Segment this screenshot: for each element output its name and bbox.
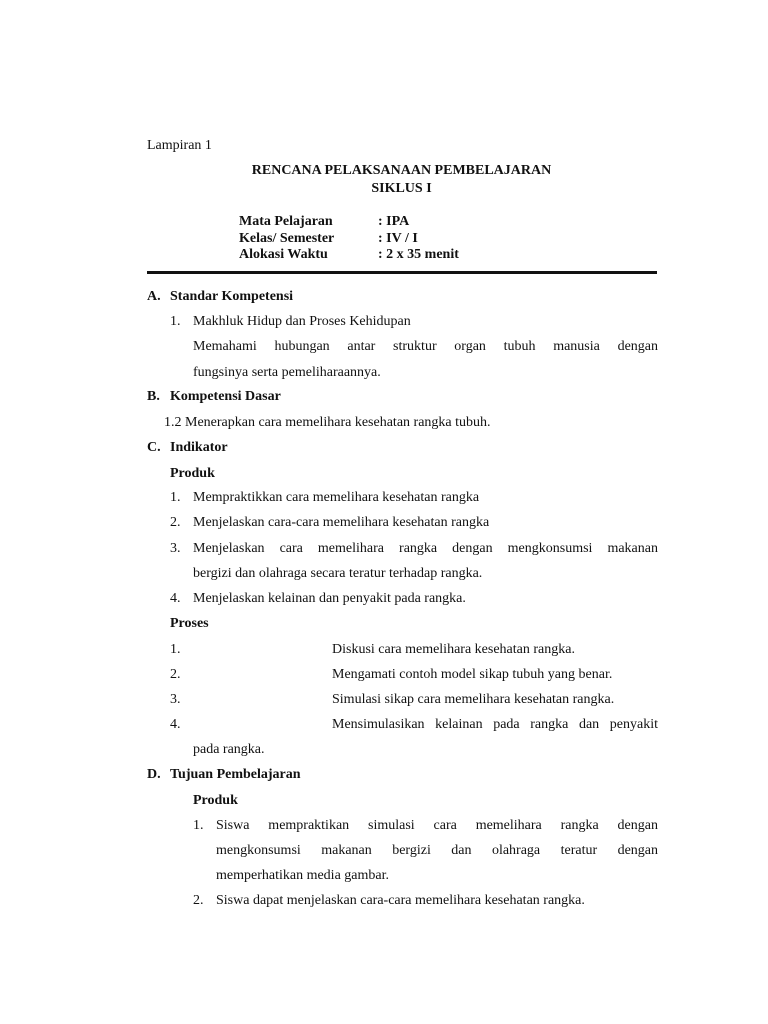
subheading-produk: Produk: [193, 793, 238, 808]
info-value: : 2 x 35 menit: [378, 247, 459, 262]
list-number: 1.: [170, 490, 181, 505]
list-item: Siswa mempraktikan simulasi cara memelihara rangka dengan: [216, 818, 658, 833]
list-number: 3.: [170, 692, 181, 707]
document-subtitle: SIKLUS I: [371, 181, 432, 196]
document-title: RENCANA PELAKSANAAN PEMBELAJARAN: [251, 163, 552, 178]
paragraph-line: Memahami hubungan antar struktur organ tubuh manusia dengan: [193, 339, 658, 354]
list-number: 3.: [170, 541, 181, 556]
list-number: 1.: [170, 642, 181, 657]
info-label: Alokasi Waktu: [239, 247, 328, 262]
section-letter: C.: [147, 440, 161, 455]
section-title: Kompetensi Dasar: [170, 389, 281, 404]
subheading-proses: Proses: [170, 616, 209, 631]
list-item-continuation: mengkonsumsi makanan bergizi dan olahraga teratur dengan: [216, 843, 658, 858]
list-item-continuation: pada rangka.: [193, 742, 265, 757]
list-number: 1.: [193, 818, 204, 833]
list-item: Mengamati contoh model sikap tubuh yang benar.: [332, 667, 613, 682]
list-number: 2.: [170, 515, 181, 530]
info-label: Mata Pelajaran: [239, 214, 333, 229]
list-item: 1.2 Menerapkan cara memelihara kesehatan rangka tubuh.: [164, 415, 491, 430]
section-title: Standar Kompetensi: [170, 289, 294, 304]
list-number: 1.: [170, 314, 181, 329]
list-item: Mempraktikkan cara memelihara kesehatan rangka: [193, 490, 480, 505]
info-value: : IPA: [378, 214, 410, 229]
list-item: Menjelaskan cara-cara memelihara kesehatan rangka: [193, 515, 490, 530]
list-item: Mensimulasikan kelainan pada rangka dan penyakit: [332, 717, 658, 732]
info-label: Kelas/ Semester: [239, 231, 335, 246]
list-item: Diskusi cara memelihara kesehatan rangka.: [332, 642, 575, 657]
section-letter: B.: [147, 389, 160, 404]
header-divider: [147, 271, 657, 274]
paragraph-line: fungsinya serta pemeliharaannya.: [193, 365, 381, 380]
list-item: Menjelaskan kelainan dan penyakit pada rangka.: [193, 591, 466, 606]
list-number: 4.: [170, 717, 181, 732]
list-item: Menjelaskan cara memelihara rangka dengan mengkonsumsi makanan: [193, 541, 658, 556]
list-item-continuation: memperhatikan media gambar.: [216, 868, 389, 883]
list-item: Makhluk Hidup dan Proses Kehidupan: [193, 314, 411, 329]
section-letter: A.: [147, 289, 161, 304]
section-letter: D.: [147, 767, 161, 782]
section-title: Indikator: [170, 440, 228, 455]
list-number: 2.: [170, 667, 181, 682]
list-item: Siswa dapat menjelaskan cara-cara memelihara kesehatan rangka.: [216, 893, 585, 908]
list-number: 2.: [193, 893, 204, 908]
list-item-continuation: bergizi dan olahraga secara teratur terhadap rangka.: [193, 566, 483, 581]
list-item: Simulasi sikap cara memelihara kesehatan rangka.: [332, 692, 615, 707]
section-title: Tujuan Pembelajaran: [170, 767, 301, 782]
lampiran-label: Lampiran 1: [147, 138, 212, 153]
list-number: 4.: [170, 591, 181, 606]
subheading-produk: Produk: [170, 466, 215, 481]
info-value: : IV / I: [378, 231, 418, 246]
